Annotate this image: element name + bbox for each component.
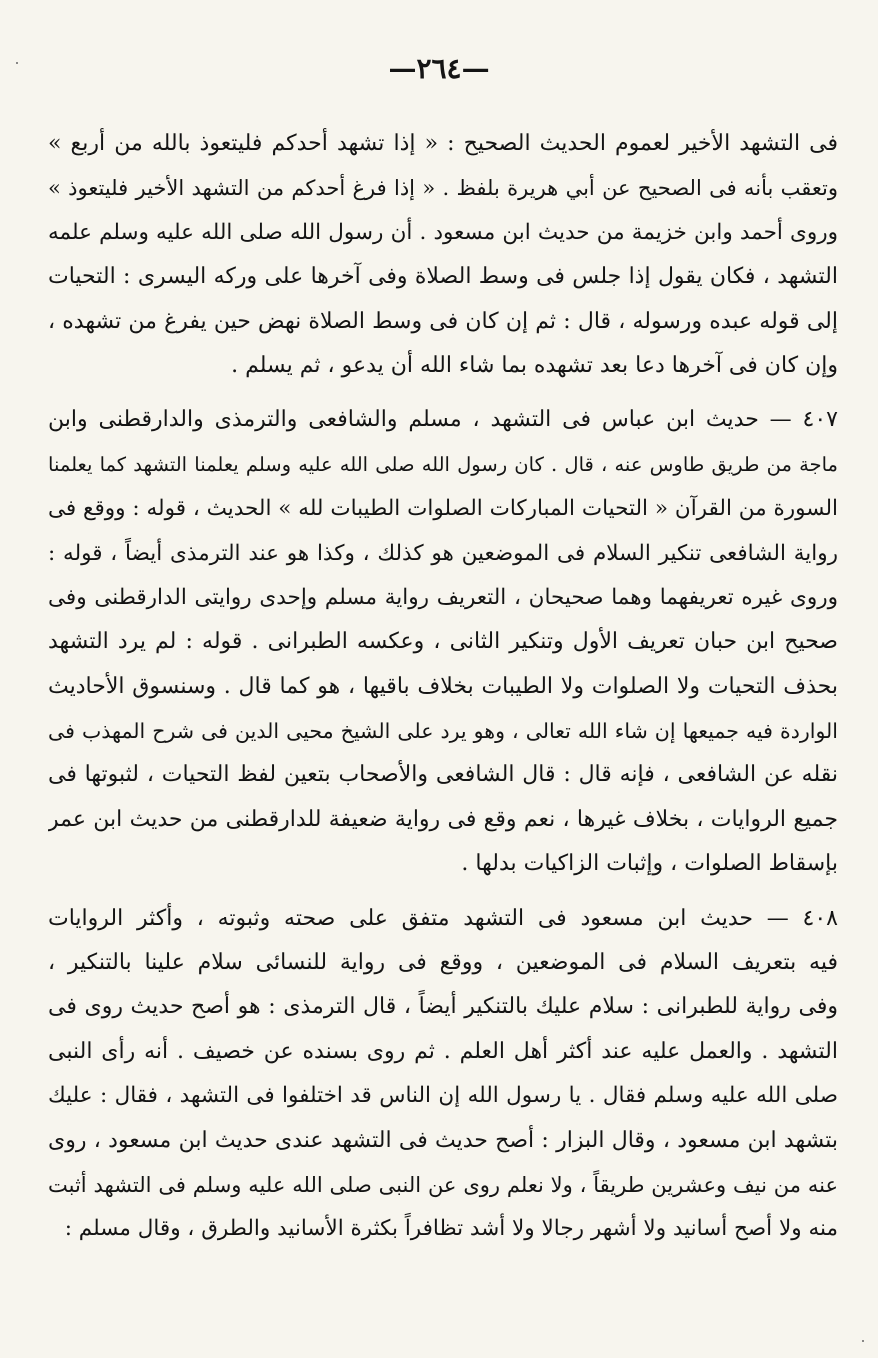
text-line: عنه من نيف وعشرين طريقاً ، ولا نعلم روى عن النبى صلى الله عليه وسلم فى التشهد أثبت xyxy=(48,1172,838,1197)
scan-speck xyxy=(862,1340,864,1342)
scan-speck xyxy=(16,62,18,64)
text-line: وروى أحمد وابن خزيمة من حديث ابن مسعود . أن رسول الله صلى الله عليه وسلم علمه xyxy=(48,219,838,245)
text-line: الواردة فيه جميعها إن شاء الله تعالى ، وهو يرد على الشيخ محيى الدين فى شرح المهذب فى xyxy=(48,719,838,744)
page-number: —٢٦٤— xyxy=(388,52,490,85)
text-line: بتشهد ابن مسعود ، وقال البزار : أصح حديث فى التشهد عندى حديث ابن مسعود ، روى xyxy=(48,1127,838,1153)
text-line: التشهد . والعمل عليه عند أكثر أهل العلم . ثم روى بسنده عن خصيف . أنه رأى النبى xyxy=(48,1038,838,1064)
text-line: ماجة من طريق طاوس عنه ، قال . كان رسول الله صلى الله عليه وسلم يعلمنا التشهد كما يعلمنا xyxy=(48,452,838,476)
text-line: بإسقاط الصلوات ، وإثبات الزاكيات بدلها . xyxy=(461,851,838,877)
paragraph xyxy=(48,122,838,388)
paragraph xyxy=(48,398,838,886)
text-line: صلى الله عليه وسلم فقال . يا رسول الله إن الناس قد اختلفوا فى التشهد ، فقال : عليك xyxy=(48,1083,838,1109)
text-line: ٤٠٨ — حديث ابن مسعود فى التشهد متفق على صحته وثبوته ، وأكثر الروايات xyxy=(48,905,838,931)
text-line: إلى قوله عبده ورسوله ، قال : ثم إن كان فى وسط الصلاة نهض حين يفرغ من تشهده ، xyxy=(48,308,838,334)
text-line: السورة من القرآن « التحيات المباركات الصلوات الطيبات لله » الحديث ، قوله : ووقع فى xyxy=(48,496,838,522)
text-line: جميع الروايات ، بخلاف غيرها ، نعم وقع فى رواية ضعيفة للدارقطنى من حديث ابن عمر xyxy=(48,806,838,832)
text-line: بحذف التحيات ولا الصلوات ولا الطيبات بخلاف باقيها ، هو كما قال . وسنسوق الأحاديث xyxy=(48,673,838,699)
text-line: فيه بتعريف السلام فى الموضعين ، ووقع فى رواية للنسائى سلام علينا بالتنكير ، xyxy=(48,950,838,976)
text-line: صحيح ابن حبان تعريف الأول وتنكير الثانى ، وعكسه الطبرانى . قوله : لم يرد التشهد xyxy=(48,629,838,655)
paragraph-gap xyxy=(48,388,838,398)
body-text xyxy=(48,122,838,1252)
text-line: وفى رواية للطبرانى : سلام عليك بالتنكير أيضاً ، قال الترمذى : هو أصح حديث روى فى xyxy=(48,994,838,1020)
text-line: وإن كان فى آخرها دعا بعد تشهده بما شاء الله أن يدعو ، ثم يسلم . xyxy=(231,352,838,378)
text-line: فى التشهد الأخير لعموم الحديث الصحيح : « إذا تشهد أحدكم فليتعوذ بالله من أربع » xyxy=(48,131,838,156)
paragraph xyxy=(48,897,838,1252)
text-line: نقله عن الشافعى ، فإنه قال : قال الشافعى والأصحاب بتعين لفظ التحيات ، لثبوتها فى xyxy=(48,762,838,788)
text-line: التشهد ، فكان يقول إذا جلس فى وسط الصلاة وفى آخرها على وركه اليسرى : التحيات xyxy=(48,264,838,290)
text-line: منه ولا أصح أسانيد ولا أشهر رجالا ولا أشد تظافراً بكثرة الأسانيد والطرق ، وقال مسلم : xyxy=(64,1216,838,1242)
text-line: ٤٠٧ — حديث ابن عباس فى التشهد ، مسلم والشافعى والترمذى والدارقطنى وابن xyxy=(48,407,838,433)
text-line: رواية الشافعى تنكير السلام فى الموضعين هو كذلك ، وكذا هو عند الترمذى أيضاً ، قوله : xyxy=(48,540,838,566)
text-line: وتعقب بأنه فى الصحيح عن أبي هريرة بلفظ . « إذا فرغ أحدكم من التشهد الأخير فليتعوذ » xyxy=(48,176,838,201)
text-line: وروى غيره تعريفهما وهما صحيحان ، التعريف رواية مسلم وإحدى روايتى الدارقطنى وفى xyxy=(48,584,838,610)
paragraph-gap xyxy=(48,887,838,897)
